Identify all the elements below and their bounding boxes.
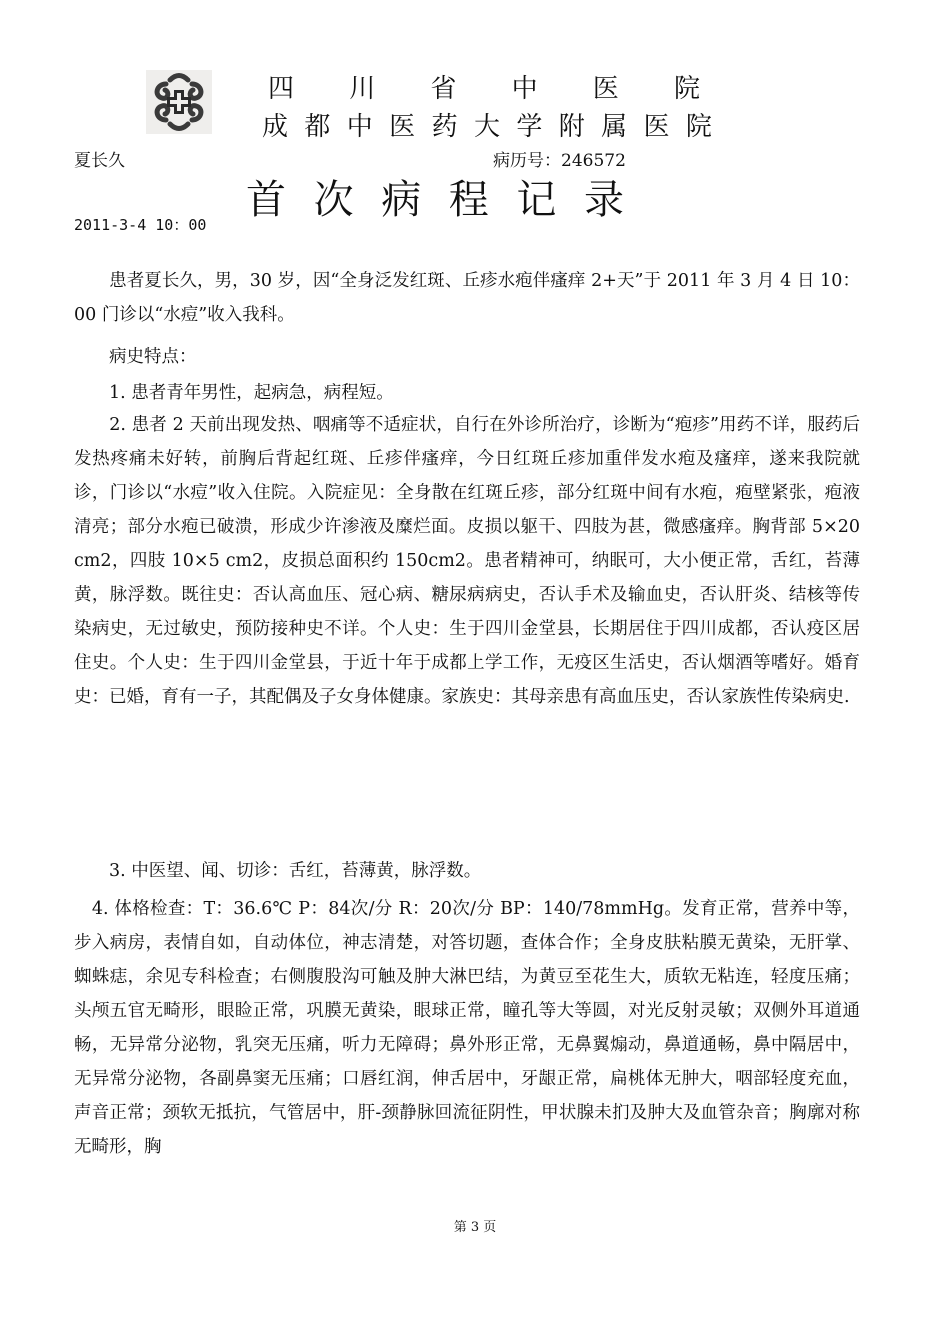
hospital-name-char: 成: [262, 112, 289, 142]
hospital-name-char: 医: [592, 74, 619, 104]
hospital-name-char: 学: [516, 112, 543, 142]
hospital-name-char: 院: [685, 112, 712, 142]
record-number: 病历号：246572: [493, 151, 626, 171]
hospital-name-char: 属: [601, 112, 628, 142]
hospital-name-line1: [262, 68, 700, 105]
title-char: 病: [381, 177, 422, 223]
history-features-heading: 病史特点：: [74, 347, 197, 367]
title-char: 程: [448, 177, 489, 223]
title-char: 录: [583, 177, 624, 223]
record-datetime: 2011-3-4 10：00: [74, 216, 207, 234]
hospital-name-char: 省: [430, 74, 457, 104]
hospital-name-line2: [262, 106, 712, 143]
page-title: [246, 168, 624, 225]
title-char: 记: [516, 177, 557, 223]
hospital-emblem-icon: [146, 70, 212, 134]
hospital-name-char: 附: [558, 112, 585, 142]
hospital-name-char: 川: [349, 74, 376, 104]
admission-summary-paragraph: 患者夏长久，男，30 岁，因“全身泛发红斑、丘疹水疱伴瘙痒 2+天”于 2011 年 3 月 4 日 10：00 门诊以“水痘”收入我科。: [74, 271, 860, 325]
hospital-name-char: 药: [431, 112, 458, 142]
title-char: 次: [313, 177, 354, 223]
hospital-name-char: 医: [643, 112, 670, 142]
title-char: 首: [246, 177, 286, 223]
hospital-name-char: 四: [268, 74, 295, 104]
hospital-name-char: 都: [304, 112, 331, 142]
history-item-1: 1. 患者青年男性，起病急，病程短。: [74, 383, 394, 403]
hospital-name-char: 院: [673, 74, 700, 104]
history-item-3: 3. 中医望、闻、切诊：舌红，苔薄黄，脉浮数。: [74, 861, 482, 881]
history-item-2: 2. 患者 2 天前出现发热、咽痛等不适症状，自行在外诊所治疗，诊断为“疱疹”用药不详，服药后发热疼痛未好转，前胸后背起红斑、丘疹伴瘙痒，今日红斑丘疹加重伴发水疱及瘙痒，遂来我院就诊，门诊以“水痘”收入住院。入院症见：全身散在红斑丘疹，部分红斑中间有水疱，疱壁紧张，疱液清亮；部分水疱已破溃，形成少许渗液及糜烂面。皮损以躯干、四肢为甚，微感瘙痒。胸背部 5×20 cm2，四肢 10×5 cm2，皮损总面积约 150cm2。患者精神可，纳眠可，大小便正常，舌红，苔薄黄，脉浮数。既往史：否认高血压、冠心病、糖尿病病史，否认手术及输血史，否认肝炎、结核等传染病史，无过敏史，预防接种史不详。个人史：生于四川金堂县，长期居住于四川成都，否认疫区居住史。个人史：生于四川金堂县，于近十年于成都上学工作，无疫区生活史，否认烟酒等嗜好。婚育史：已婚，育有一子，其配偶及子女身体健康。家族史：其母亲患有高血压史，否认家族性传染病史.: [74, 415, 860, 707]
patient-name: 夏长久: [74, 151, 125, 171]
hospital-name-char: 医: [389, 112, 416, 142]
hospital-name-char: 中: [511, 74, 538, 104]
page-number: 第 3 页: [453, 1220, 497, 1235]
physical-exam-paragraph: 4. 体格检查：T：36.6℃ P：84次/分 R：20次/分 BP：140/78mmHg。发育正常，营养中等，步入病房，表情自如，自动体位，神志清楚，对答切题，查体合作；全身皮肤粘膜无黄染，无肝掌、蜘蛛痣，余见专科检查；右侧腹股沟可触及肿大淋巴结，为黄豆至花生大，质软无粘连，轻度压痛；头颅五官无畸形，眼睑正常，巩膜无黄染，眼球正常，瞳孔等大等圆，对光反射灵敏；双侧外耳道通畅，无异常分泌物，乳突无压痛，听力无障碍；鼻外形正常，无鼻翼煽动，鼻道通畅，鼻中隔居中，无异常分泌物，各副鼻窦无压痛；口唇红润，伸舌居中，牙龈正常，扁桃体无肿大，咽部轻度充血，声音正常；颈软无抵抗，气管居中，肝-颈静脉回流征阴性，甲状腺未扪及肿大及血管杂音；胸廓对称无畸形，胸: [74, 899, 860, 1157]
hospital-name-char: 中: [346, 112, 373, 142]
hospital-name-char: 大: [473, 112, 500, 142]
